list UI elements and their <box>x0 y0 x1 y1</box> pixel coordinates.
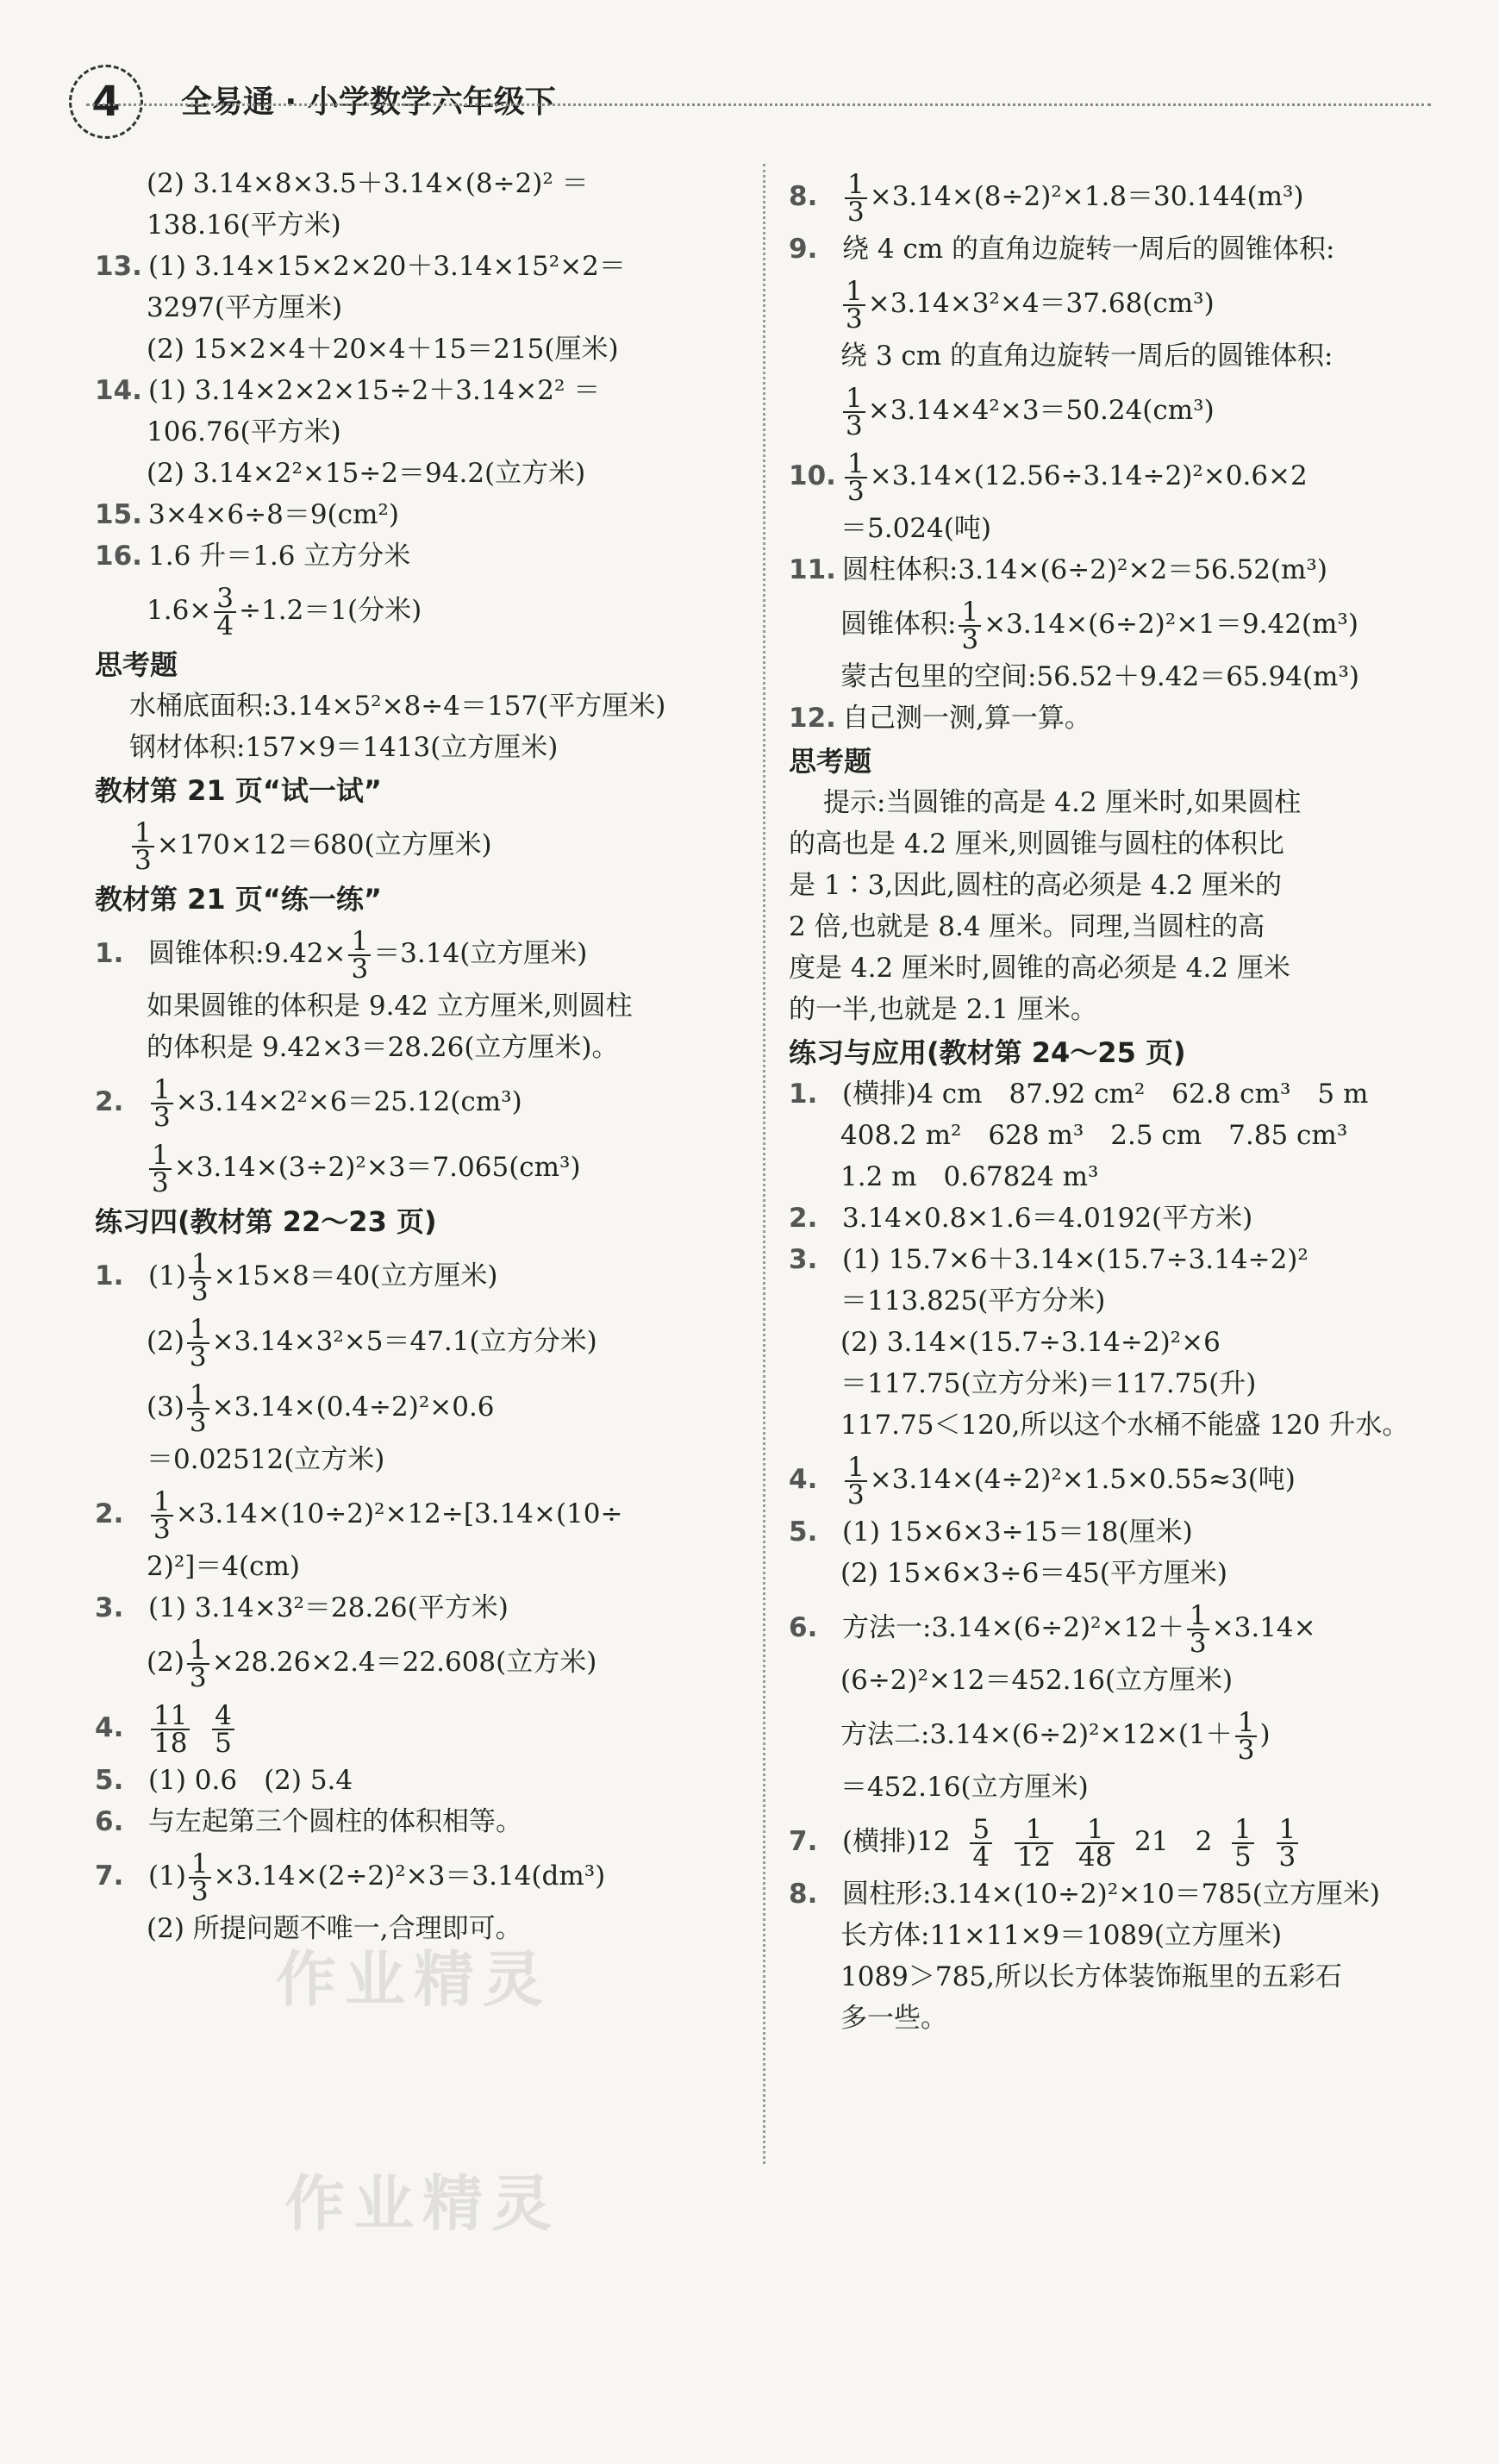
denominator: 3 <box>153 1101 171 1133</box>
denominator: 3 <box>189 1661 207 1693</box>
answer-7 <box>789 1809 1444 1874</box>
denominator: 3 <box>847 1479 865 1510</box>
answer-8 <box>789 164 1444 229</box>
fraction <box>843 275 865 335</box>
denominator: 4 <box>216 610 234 641</box>
section-heading: 思考题 <box>789 745 872 778</box>
answer-text: 圆柱形:3.14×(10÷2)²×10＝785(立方厘米) <box>842 1879 1380 1910</box>
header-rule <box>86 103 1431 106</box>
answer-6 <box>95 1802 733 1843</box>
section-heading: 教材第 21 页“练一练” <box>95 883 382 916</box>
answer-line: 水桶底面积:3.14×5²×8÷4＝157(平方厘米) <box>129 691 666 722</box>
numerator: 1 <box>1235 1710 1258 1737</box>
answer-5 <box>789 1512 1444 1554</box>
denominator: 3 <box>847 475 865 507</box>
fraction <box>845 447 867 507</box>
numerator: 11 <box>151 1703 190 1730</box>
answer-text: ×3.14×(4÷2)²×1.5×0.55≈3(吨) <box>869 1464 1296 1495</box>
denominator: 3 <box>351 953 369 985</box>
numerator: 4 <box>212 1703 234 1730</box>
numerator: 1 <box>845 1454 867 1482</box>
numerator: 1 <box>843 385 865 413</box>
answer-text: (1) 15×6×3÷15＝18(厘米) <box>842 1517 1193 1548</box>
answer-1 <box>789 1074 1444 1116</box>
denominator: 3 <box>846 303 863 335</box>
numerator: 1 <box>1187 1603 1209 1630</box>
answer-line: 如果圆锥的体积是 9.42 立方厘米,则圆柱 <box>147 991 633 1022</box>
item-number: 14. <box>95 375 142 406</box>
fraction <box>845 1451 867 1510</box>
answer-11 <box>789 550 1444 591</box>
answer-line: 106.76(平方米) <box>147 416 341 447</box>
fraction <box>189 1248 211 1307</box>
item-number: 5. <box>789 1517 818 1548</box>
answer-line: (2) 3.14×8×3.5＋3.14×(8÷2)² ＝ <box>147 168 589 199</box>
answer-14 <box>95 371 733 412</box>
item-number: 13. <box>95 251 142 282</box>
answer-line <box>95 812 733 878</box>
denominator: 3 <box>189 1406 207 1438</box>
item-number: 1. <box>789 1079 818 1110</box>
numerator: 1 <box>149 1142 172 1170</box>
answer-text: (1) <box>148 1861 186 1892</box>
answer-text: ×3.14×3²×5＝47.1(立方分米) <box>211 1326 597 1357</box>
numerator: 1 <box>151 1077 173 1104</box>
answer-text: ) <box>1259 1719 1271 1750</box>
denominator: 5 <box>215 1727 232 1759</box>
item-number: 6. <box>789 1612 818 1643</box>
answer-3 <box>95 1588 733 1629</box>
numerator: 5 <box>970 1817 992 1844</box>
answer-2 <box>95 1481 733 1547</box>
item-number: 2. <box>789 1203 818 1234</box>
answer-text: 绕 4 cm 的直角边旋转一周后的圆锥体积: <box>842 234 1335 265</box>
item-number: 3. <box>789 1244 818 1275</box>
item-number: 10. <box>789 460 836 491</box>
answer-text: 圆柱体积:3.14×(6÷2)²×2＝56.52(m³) <box>842 554 1327 585</box>
answer-text: ×3.14×(10÷2)²×12÷[3.14×(10÷ <box>175 1498 623 1529</box>
item-number: 7. <box>789 1826 818 1857</box>
answer-text: (1) <box>148 1260 186 1291</box>
answer-7 <box>95 1843 733 1909</box>
item-number: 11. <box>789 554 836 585</box>
numerator: 1 <box>845 172 867 199</box>
book-title: 全易通 · 小学数学六年级下 <box>181 84 556 120</box>
denominator: 3 <box>190 1275 209 1307</box>
answer-line <box>789 1702 1444 1767</box>
numerator: 1 <box>189 1251 211 1279</box>
answer-line: (2) 15×6×3÷6＝45(平方厘米) <box>840 1558 1227 1589</box>
section-heading: 练习与应用(教材第 24～25 页) <box>789 1036 1186 1069</box>
denominator: 3 <box>1237 1734 1255 1766</box>
numerator: 1 <box>187 1382 209 1410</box>
item-number: 6. <box>95 1806 124 1837</box>
answer-line: 长方体:11×11×9＝1089(立方厘米) <box>840 1920 1283 1951</box>
answer-line: 117.75＜120,所以这个水桶不能盛 120 升水。 <box>840 1410 1409 1441</box>
answer-line: 2 倍,也就是 8.4 厘米。同理,当圆柱的高 <box>789 911 1265 942</box>
answer-1 <box>95 1243 733 1309</box>
fraction <box>151 1073 173 1133</box>
answer-10 <box>789 443 1444 509</box>
fraction <box>970 1813 992 1873</box>
answer-text: 1.6 升＝1.6 立方分米 <box>148 541 411 572</box>
answer-8 <box>789 1874 1444 1916</box>
item-number: 15. <box>95 499 142 530</box>
numerator: 1 <box>1076 1817 1115 1844</box>
fraction <box>845 168 867 228</box>
numerator: 1 <box>189 1851 211 1879</box>
answer-line: ＝117.75(立方分米)＝117.75(升) <box>840 1368 1257 1399</box>
numerator: 1 <box>187 1316 209 1344</box>
answer-text: 方法一:3.14×(6÷2)²×12＋ <box>842 1612 1184 1643</box>
answer-line: 钢材体积:157×9＝1413(立方厘米) <box>129 732 559 763</box>
numerator: 1 <box>845 451 867 478</box>
numerator: 1 <box>132 820 154 847</box>
answer-text: (横排)12 <box>842 1826 951 1857</box>
denominator: 5 <box>1234 1841 1252 1873</box>
answer-line <box>789 378 1444 443</box>
answer-text: (3) <box>147 1391 184 1423</box>
answer-text: ×3.14×(3÷2)²×3＝7.065(cm³) <box>173 1152 581 1183</box>
answer-text: (1) 3.14×15×2×20＋3.14×15²×2＝ <box>148 251 626 282</box>
answer-line: 408.2 m² 628 m³ 2.5 cm 7.85 cm³ <box>840 1120 1348 1151</box>
numerator: 1 <box>1232 1817 1254 1844</box>
answer-line: (2) 3.14×(15.7÷3.14÷2)²×6 <box>840 1327 1221 1358</box>
answer-text: ×3.14×(6÷2)²×1＝9.42(m³) <box>984 609 1358 640</box>
fraction <box>1187 1599 1209 1659</box>
answer-6 <box>789 1595 1444 1660</box>
answer-text: 圆锥体积: <box>840 609 957 640</box>
answer-line <box>789 591 1444 657</box>
fraction <box>214 582 236 641</box>
fraction <box>843 382 865 441</box>
answer-line: 的一半,也就是 2.1 厘米。 <box>789 994 1097 1025</box>
answer-line <box>789 271 1444 336</box>
answer-line <box>95 1309 733 1374</box>
answer-16 <box>95 536 733 578</box>
item-number: 4. <box>95 1712 124 1743</box>
item-number: 5. <box>95 1765 124 1796</box>
answer-text: ×3.14× <box>1211 1612 1316 1643</box>
answer-line: 蒙古包里的空间:56.52＋9.42＝65.94(m³) <box>840 661 1359 692</box>
answer-2 <box>789 1198 1444 1240</box>
fraction <box>1232 1813 1254 1873</box>
answer-line: 2)²]＝4(cm) <box>147 1551 301 1582</box>
fraction <box>348 925 371 985</box>
denominator: 3 <box>846 410 863 441</box>
item-number: 2. <box>95 1086 124 1117</box>
numerator: 1 <box>1277 1817 1299 1844</box>
answer-line: ＝0.02512(立方米) <box>147 1444 385 1475</box>
page-number: 4 <box>69 65 143 139</box>
fraction <box>1235 1706 1258 1766</box>
answer-line: 3297(平方厘米) <box>147 292 343 323</box>
answer-text: ÷1.2＝1(分米) <box>239 595 422 626</box>
item-number: 3. <box>95 1592 124 1623</box>
answer-line: 多一些。 <box>840 2003 947 2034</box>
item-number: 2. <box>95 1498 124 1529</box>
answer-text: ×170×12＝680(立方厘米) <box>156 829 492 860</box>
fraction <box>187 1379 209 1438</box>
answer-line: ＝5.024(吨) <box>840 513 991 544</box>
answer-line: (2) 3.14×2²×15÷2＝94.2(立方米) <box>147 458 586 489</box>
answer-text: ×3.14×4²×3＝50.24(cm³) <box>867 395 1215 426</box>
section-heading: 教材第 21 页“试一试” <box>95 774 382 807</box>
answer-text: 21 2 <box>1134 1826 1213 1857</box>
answer-text: 与左起第三个圆柱的体积相等。 <box>148 1806 522 1837</box>
answer-5 <box>95 1760 733 1802</box>
section-heading: 练习四(教材第 22～23 页) <box>95 1205 437 1238</box>
denominator: 3 <box>961 623 979 655</box>
answer-15 <box>95 495 733 536</box>
answer-3 <box>789 1240 1444 1281</box>
answer-line <box>95 1374 733 1440</box>
numerator: 1 <box>151 1489 173 1517</box>
denominator: 18 <box>153 1727 188 1759</box>
watermark: 作业精灵 <box>276 1944 552 2015</box>
item-number: 16. <box>95 541 142 572</box>
answer-text: 方法二:3.14×(6÷2)²×12×(1＋ <box>840 1719 1233 1750</box>
answer-text: (2) <box>147 1647 184 1678</box>
fraction <box>132 816 154 876</box>
column-divider <box>763 164 765 2164</box>
answer-line: ＝113.825(平方分米) <box>840 1285 1106 1316</box>
answer-text: ×3.14×3²×4＝37.68(cm³) <box>867 288 1215 319</box>
answer-4 <box>95 1695 733 1760</box>
answer-text: (1) 15.7×6＋3.14×(15.7÷3.14÷2)² <box>842 1244 1309 1275</box>
answer-1 <box>95 921 733 986</box>
answer-text: 圆锥体积:9.42× <box>148 938 347 969</box>
numerator: 1 <box>843 278 865 306</box>
answer-2 <box>95 1069 733 1135</box>
answer-text: 3×4×6÷8＝9(cm²) <box>148 499 399 530</box>
numerator: 1 <box>348 929 371 956</box>
numerator: 1 <box>1015 1817 1053 1844</box>
section-heading: 思考题 <box>95 648 178 681</box>
answer-12 <box>789 698 1444 740</box>
fraction <box>1277 1813 1299 1873</box>
answer-line: (2) 15×2×4＋20×4＋15＝215(厘米) <box>147 334 619 365</box>
fraction <box>187 1634 209 1693</box>
answer-line: 的高也是 4.2 厘米,则圆锥与圆柱的体积比 <box>789 829 1284 860</box>
answer-text: ×3.14×(0.4÷2)²×0.6 <box>211 1391 495 1423</box>
fraction <box>1076 1813 1115 1873</box>
answer-text: ×28.26×2.4＝22.608(立方米) <box>211 1647 597 1678</box>
answer-line: 度是 4.2 厘米时,圆锥的高必须是 4.2 厘米 <box>789 953 1290 984</box>
denominator: 3 <box>134 844 152 876</box>
fraction <box>151 1485 173 1545</box>
fraction <box>959 596 981 655</box>
answer-text: ＝3.14(立方厘米) <box>373 938 588 969</box>
numerator: 1 <box>959 599 981 627</box>
fraction <box>1015 1813 1053 1873</box>
answer-line: ＝452.16(立方厘米) <box>840 1772 1089 1803</box>
answer-line <box>95 578 733 643</box>
answer-line: 绕 3 cm 的直角边旋转一周后的圆锥体积: <box>840 341 1333 372</box>
answer-line: 138.16(平方米) <box>147 210 341 241</box>
answer-text: 自己测一测,算一算。 <box>842 703 1091 734</box>
answer-text: (2) <box>147 1326 184 1357</box>
answer-line: (2) 所提问题不唯一,合理即可。 <box>147 1913 522 1944</box>
answer-text: (1) 3.14×3²＝28.26(平方米) <box>148 1592 509 1623</box>
fraction <box>187 1313 209 1373</box>
numerator: 3 <box>214 585 236 613</box>
answer-line: 提示:当圆锥的高是 4.2 厘米时,如果圆柱 <box>823 787 1302 818</box>
fraction <box>189 1848 211 1907</box>
denominator: 12 <box>1016 1841 1052 1873</box>
answer-line: (6÷2)²×12＝452.16(立方厘米) <box>840 1665 1234 1696</box>
watermark: 作业精灵 <box>284 2168 560 2239</box>
answer-9 <box>789 229 1444 271</box>
denominator: 3 <box>1278 1841 1296 1873</box>
answer-line <box>95 1629 733 1695</box>
answer-text: ×3.14×(2÷2)²×3＝3.14(dm³) <box>213 1861 606 1892</box>
fraction <box>212 1699 234 1759</box>
denominator: 3 <box>153 1513 171 1545</box>
answer-text: ×3.14×(8÷2)²×1.8＝30.144(m³) <box>869 181 1304 212</box>
denominator: 3 <box>189 1341 207 1373</box>
right-column <box>789 164 1444 2040</box>
item-number: 8. <box>789 181 818 212</box>
item-number: 12. <box>789 703 836 734</box>
numerator: 1 <box>187 1637 209 1665</box>
denominator: 3 <box>152 1166 169 1198</box>
item-number: 9. <box>789 234 818 265</box>
answer-4 <box>789 1447 1444 1512</box>
answer-text: ×15×8＝40(立方厘米) <box>213 1260 498 1291</box>
answer-text: (1) 3.14×2×2×15÷2＋3.14×2² ＝ <box>148 375 601 406</box>
denominator: 4 <box>972 1841 990 1873</box>
denominator: 3 <box>847 196 865 228</box>
item-number: 7. <box>95 1861 124 1892</box>
item-number: 1. <box>95 938 124 969</box>
answer-text: (横排)4 cm 87.92 cm² 62.8 cm³ 5 m <box>842 1079 1369 1110</box>
answer-text: 3.14×0.8×1.6＝4.0192(平方米) <box>842 1203 1253 1234</box>
answer-13 <box>95 247 733 288</box>
denominator: 3 <box>1189 1627 1207 1659</box>
answer-text: (1) 0.6 (2) 5.4 <box>148 1765 353 1796</box>
fraction <box>151 1699 190 1759</box>
answer-line <box>95 1135 733 1200</box>
left-column <box>95 164 733 1950</box>
denominator: 48 <box>1077 1841 1113 1873</box>
answer-text: ×3.14×2²×6＝25.12(cm³) <box>175 1086 522 1117</box>
denominator: 3 <box>190 1875 209 1907</box>
answer-text: 1.6× <box>147 595 212 626</box>
fraction <box>149 1139 172 1198</box>
answer-text: ×3.14×(12.56÷3.14÷2)²×0.6×2 <box>869 460 1308 491</box>
answer-line: 的体积是 9.42×3＝28.26(立方厘米)。 <box>147 1032 619 1063</box>
answer-line: 是 1∶3,因此,圆柱的高必须是 4.2 厘米的 <box>789 870 1283 901</box>
answer-line: 1089＞785,所以长方体装饰瓶里的五彩石 <box>840 1961 1342 1992</box>
answer-line: 1.2 m 0.67824 m³ <box>840 1161 1099 1192</box>
item-number: 1. <box>95 1260 124 1291</box>
item-number: 4. <box>789 1464 818 1495</box>
item-number: 8. <box>789 1879 818 1910</box>
